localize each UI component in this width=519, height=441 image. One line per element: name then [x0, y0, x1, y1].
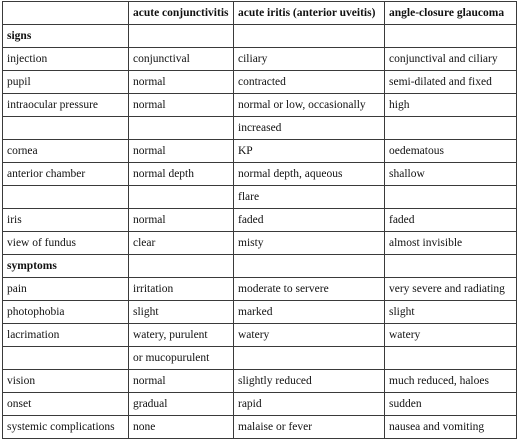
table-body	[3, 25, 517, 439]
table-cell: clear	[129, 232, 234, 255]
table-cell: sudden	[385, 393, 517, 416]
table-cell: marked	[234, 301, 385, 324]
table-cell	[385, 347, 517, 370]
table-row	[3, 416, 517, 439]
row-label-cell: injection	[3, 48, 129, 71]
table-cell	[129, 117, 234, 140]
table-cell: almost invisible	[385, 232, 517, 255]
table-cell: conjunctival and ciliary	[385, 48, 517, 71]
section-header-row	[3, 255, 517, 278]
table-cell: ciliary	[234, 48, 385, 71]
table-cell: faded	[234, 209, 385, 232]
table-cell: semi-dilated and fixed	[385, 71, 517, 94]
row-label-cell: cornea	[3, 140, 129, 163]
row-label-cell: photophobia	[3, 301, 129, 324]
table-row	[3, 347, 517, 370]
row-label-cell	[3, 347, 129, 370]
table-cell: watery, purulent	[129, 324, 234, 347]
table-cell	[385, 25, 517, 48]
table-cell: shallow	[385, 163, 517, 186]
comparison-table-container	[2, 1, 517, 439]
table-cell: slight	[129, 301, 234, 324]
row-label-cell	[3, 117, 129, 140]
table-cell: or mucopurulent	[129, 347, 234, 370]
table-row	[3, 117, 517, 140]
table-cell: watery	[385, 324, 517, 347]
table-cell: normal depth	[129, 163, 234, 186]
table-cell: irritation	[129, 278, 234, 301]
table-cell: flare	[234, 186, 385, 209]
row-label-cell: vision	[3, 370, 129, 393]
table-cell: misty	[234, 232, 385, 255]
table-cell: oedematous	[385, 140, 517, 163]
table-cell	[234, 255, 385, 278]
table-row	[3, 186, 517, 209]
table-row	[3, 71, 517, 94]
table-cell: much reduced, haloes	[385, 370, 517, 393]
section-header-row	[3, 25, 517, 48]
table-cell: none	[129, 416, 234, 439]
row-label-cell: intraocular pressure	[3, 94, 129, 117]
row-label-cell: signs	[3, 25, 129, 48]
table-row	[3, 301, 517, 324]
header-row	[3, 2, 517, 25]
table-cell: normal	[129, 140, 234, 163]
table-cell: normal	[129, 71, 234, 94]
table-cell: nausea and vomiting	[385, 416, 517, 439]
table-cell: contracted	[234, 71, 385, 94]
table-cell: malaise or fever	[234, 416, 385, 439]
row-label-cell: symptoms	[3, 255, 129, 278]
table-cell	[129, 255, 234, 278]
row-label-cell: view of fundus	[3, 232, 129, 255]
table-cell: faded	[385, 209, 517, 232]
header-cell-blank	[3, 2, 129, 25]
row-label-cell	[3, 186, 129, 209]
table-cell: normal or low, occasionally	[234, 94, 385, 117]
table-cell: moderate to servere	[234, 278, 385, 301]
table-row	[3, 94, 517, 117]
table-cell: very severe and radiating	[385, 278, 517, 301]
table-cell: normal depth, aqueous	[234, 163, 385, 186]
header-cell-acute-iritis: acute iritis (anterior uveitis)	[234, 2, 385, 25]
table-row	[3, 140, 517, 163]
table-row	[3, 48, 517, 71]
row-label-cell: anterior chamber	[3, 163, 129, 186]
table-row	[3, 232, 517, 255]
table-cell: normal	[129, 209, 234, 232]
table-row	[3, 278, 517, 301]
table-row	[3, 209, 517, 232]
row-label-cell: systemic complications	[3, 416, 129, 439]
table-row	[3, 163, 517, 186]
table-cell: watery	[234, 324, 385, 347]
row-label-cell: onset	[3, 393, 129, 416]
row-label-cell: iris	[3, 209, 129, 232]
table-cell	[385, 255, 517, 278]
table-cell: high	[385, 94, 517, 117]
table-cell	[385, 186, 517, 209]
table-row	[3, 370, 517, 393]
comparison-table	[2, 1, 517, 439]
table-cell	[385, 117, 517, 140]
table-cell	[129, 186, 234, 209]
table-row	[3, 324, 517, 347]
table-cell	[129, 25, 234, 48]
table-cell: normal	[129, 94, 234, 117]
table-cell: normal	[129, 370, 234, 393]
row-label-cell: pain	[3, 278, 129, 301]
header-cell-angle-closure-glaucoma: angle-closure glaucoma	[385, 2, 517, 25]
row-label-cell: lacrimation	[3, 324, 129, 347]
header-cell-acute-conjunctivitis: acute conjunctivitis	[129, 2, 234, 25]
table-cell: conjunctival	[129, 48, 234, 71]
table-cell: increased	[234, 117, 385, 140]
table-cell	[234, 25, 385, 48]
table-cell: slight	[385, 301, 517, 324]
row-label-cell: pupil	[3, 71, 129, 94]
table-cell: KP	[234, 140, 385, 163]
table-cell	[234, 347, 385, 370]
table-cell: gradual	[129, 393, 234, 416]
table-cell: rapid	[234, 393, 385, 416]
table-cell: slightly reduced	[234, 370, 385, 393]
table-row	[3, 393, 517, 416]
